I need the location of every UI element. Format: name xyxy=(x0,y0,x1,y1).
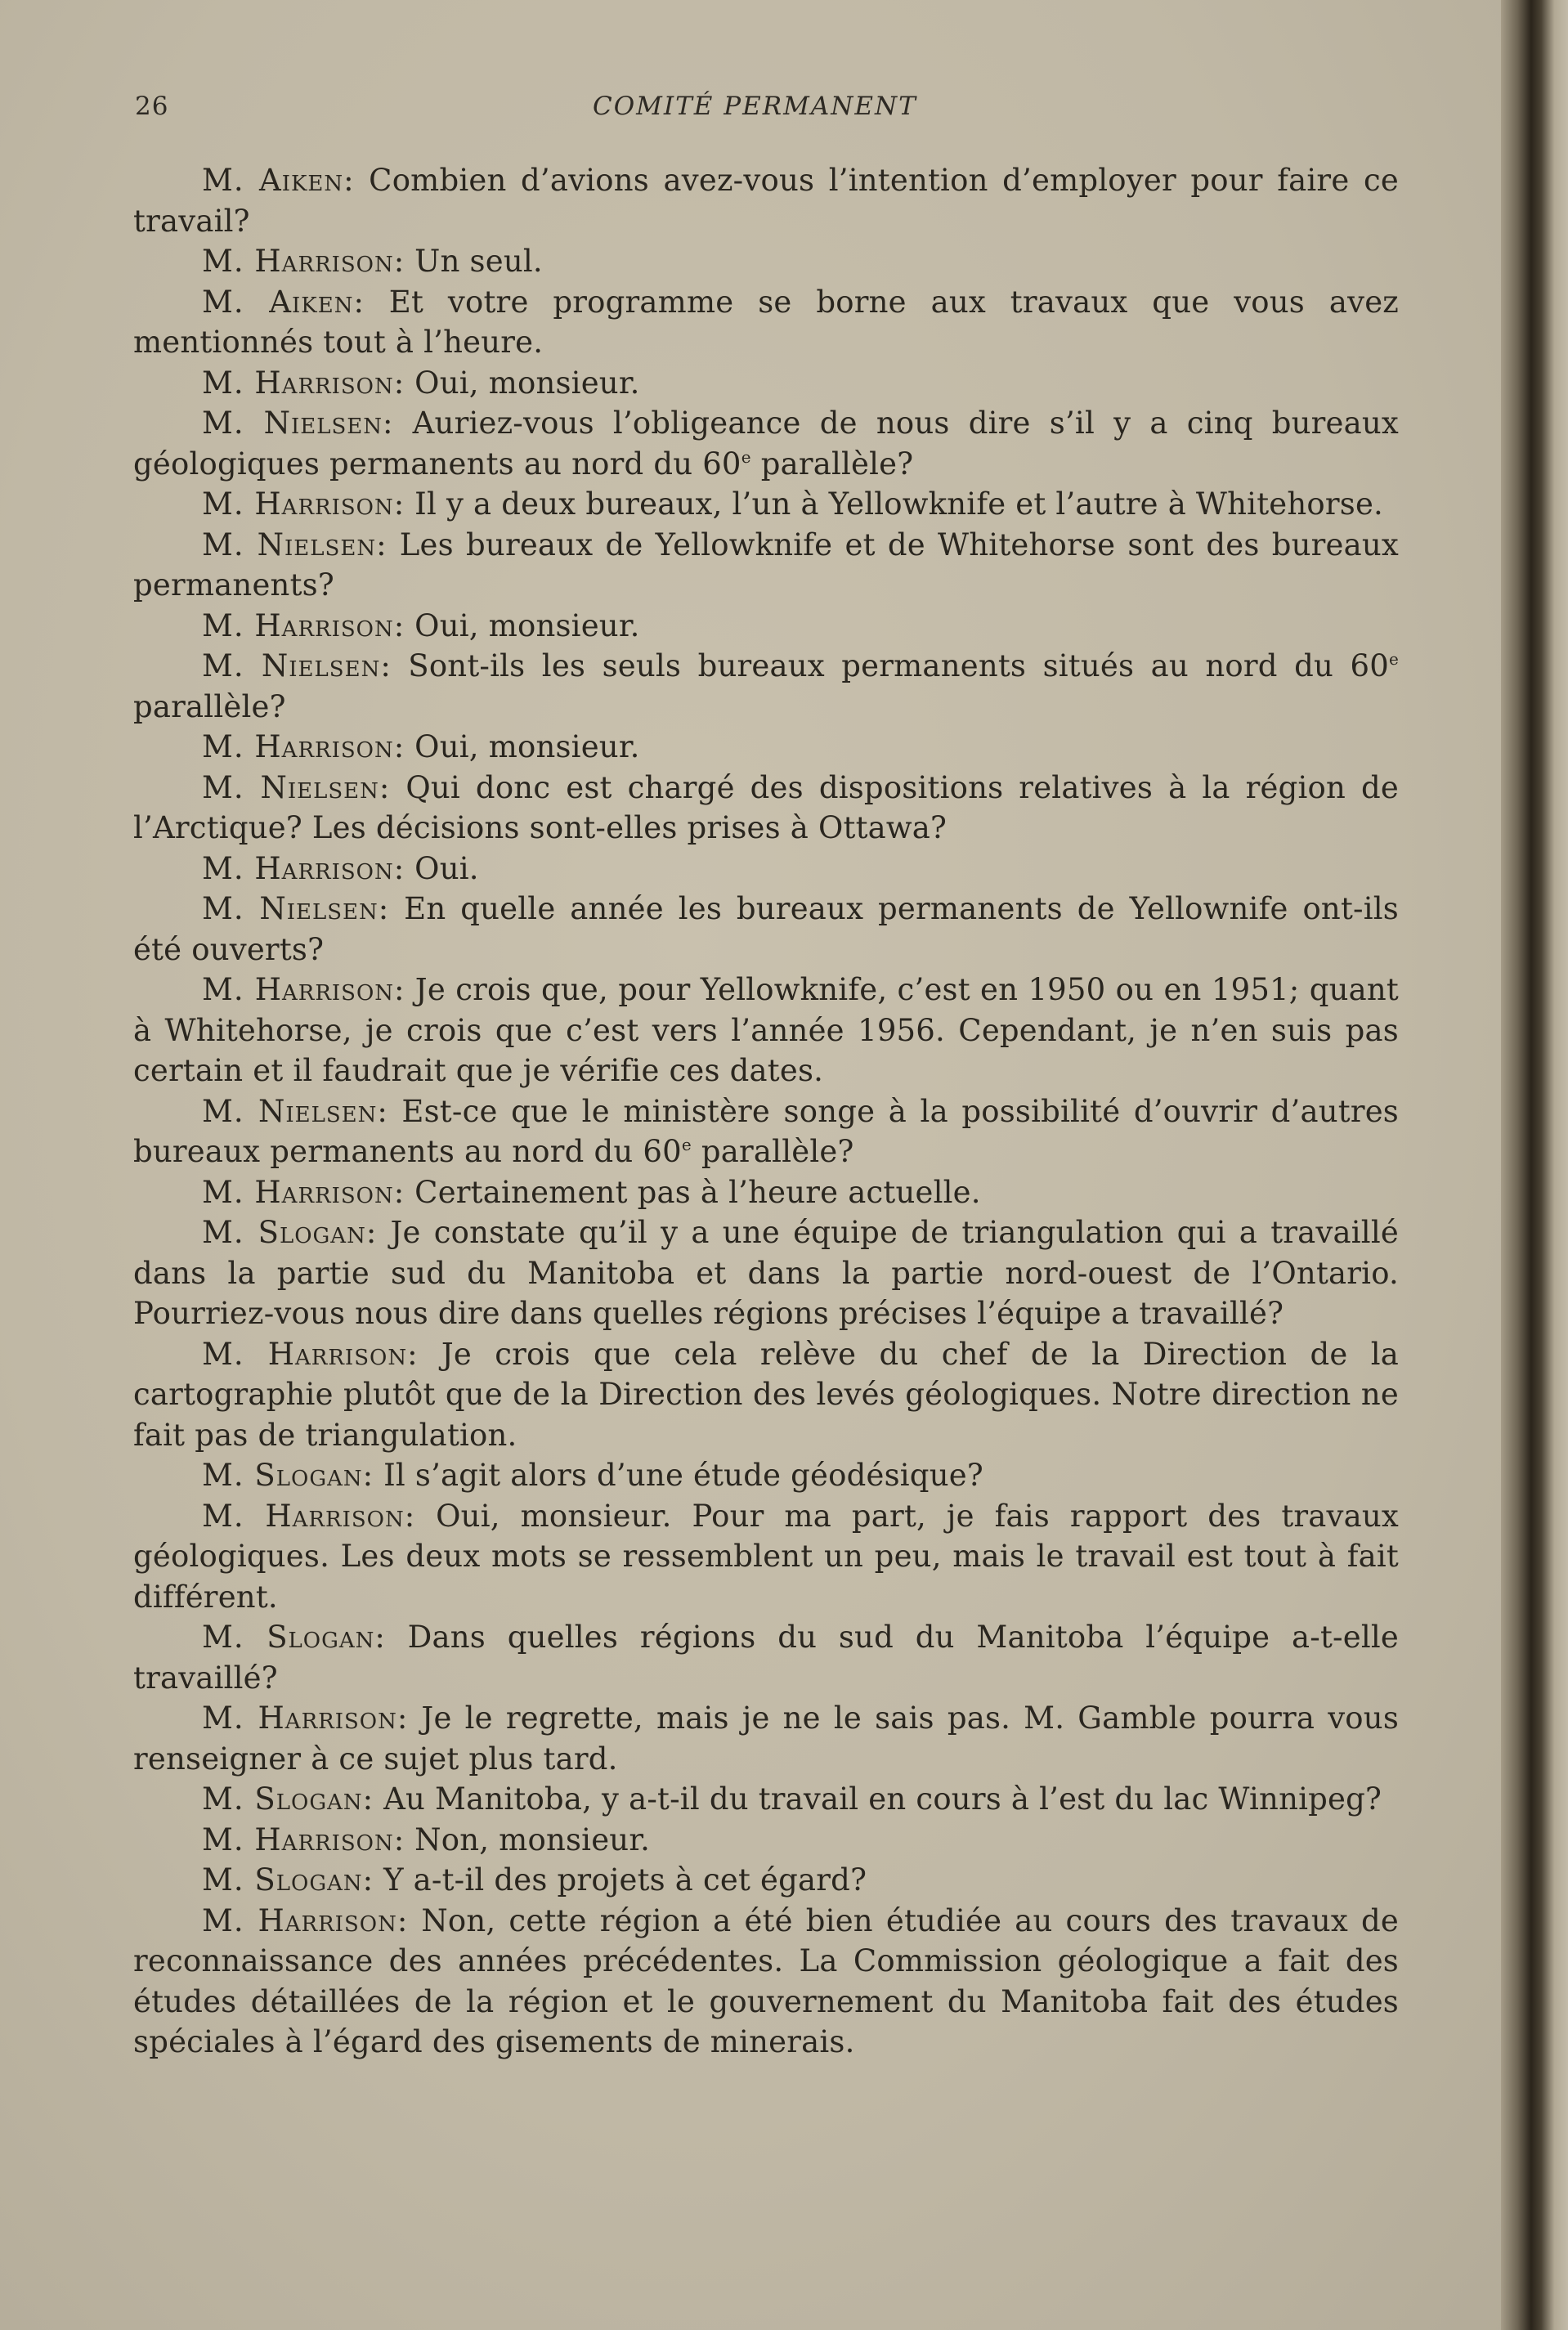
paragraph-text: Combien d’avions avez-vous l’intention d’employer pour faire ce travail? xyxy=(133,163,1399,239)
speaker-name: M. Harrison: xyxy=(202,729,405,764)
paragraph-text: Les bureaux de Yellowknife et de Whitehorse sont des bureaux permanents? xyxy=(133,526,1399,603)
speaker-name: M. Harrison: xyxy=(202,1498,416,1534)
paragraph-text: Je le regrette, mais je ne le sais pas. M. Gamble pourra vous renseigner à ce sujet plus tard. xyxy=(133,1700,1400,1777)
speaker-name: M. Aiken: xyxy=(202,163,355,198)
paragraph-text: Non, cette région a été bien étudiée au cours des travaux de reconnaissance des années précédentes. La Commission géologique a fait des études détaillées de la région et le gouvernement du Manitoba fait des études spéciales à l’égard des gisements de minerais. xyxy=(133,1902,1399,2059)
paragraph-text: Auriez-vous l’obligeance de nous dire s’il y a cinq bureaux géologiques permanents au nord du 60 xyxy=(133,406,1399,482)
speaker-name: M. Slogan: xyxy=(202,1458,374,1493)
transcript-paragraph xyxy=(133,403,1399,484)
transcript-paragraph xyxy=(133,889,1399,970)
transcript-paragraph xyxy=(133,1860,1399,1901)
transcript-paragraph xyxy=(133,1698,1399,1779)
transcript-body xyxy=(133,160,1399,2063)
paragraph-text: Oui, monsieur. Pour ma part, je fais rapport des travaux géologiques. Les deux mots se ressemblent un peu, mais le travail est tout à fait différent. xyxy=(133,1498,1399,1615)
speaker-name: M. Nielsen: xyxy=(202,406,394,441)
speaker-name: M. Harrison: xyxy=(202,1821,405,1857)
paragraph-text: Je crois que, pour Yellowknife, c’est en 1950 ou en 1951; quant à Whitehorse, je crois que c’est vers l’année 1956. Cependant, je n’en suis pas certain et il faudrait que je vérifie ces dates. xyxy=(133,972,1399,1088)
speaker-name: M. Harrison: xyxy=(202,1700,409,1736)
transcript-paragraph xyxy=(133,849,1399,889)
transcript-paragraph xyxy=(133,727,1399,768)
ordinal-superscript: e xyxy=(1388,649,1400,669)
transcript-paragraph xyxy=(133,1617,1399,1698)
speaker-name: M. Harrison: xyxy=(202,1174,405,1210)
page-header xyxy=(135,92,1402,131)
paragraph-text: Oui. xyxy=(405,850,479,886)
paragraph-text: Oui, monsieur. xyxy=(405,607,640,643)
speaker-name: M. Harrison: xyxy=(202,244,405,279)
speaker-name: M. Slogan: xyxy=(202,1781,374,1817)
paragraph-text: Oui, monsieur. xyxy=(405,365,640,401)
paragraph-text: Dans quelles régions du sud du Manitoba l’équipe a-t-elle travaillé? xyxy=(133,1620,1399,1696)
paragraph-text: Est-ce que le ministère songe à la possibilité d’ouvrir d’autres bureaux permanents au nord du 60 xyxy=(133,1093,1399,1169)
paragraph-text: Et votre programme se borne aux travaux que vous avez mentionnés tout à l’heure. xyxy=(133,284,1399,360)
speaker-name: M. Nielsen: xyxy=(202,648,392,683)
speaker-name: M. Harrison: xyxy=(202,607,405,643)
paragraph-text-after: parallèle? xyxy=(750,446,914,482)
transcript-paragraph xyxy=(133,768,1399,849)
speaker-name: M. Harrison: xyxy=(202,365,405,401)
paragraph-text: Sont-ils les seuls bureaux permanents situés au nord du 60 xyxy=(391,648,1389,683)
transcript-paragraph xyxy=(133,241,1399,282)
paragraph-text: Un seul. xyxy=(405,244,543,279)
paragraph-text: Y a-t-il des projets à cet égard? xyxy=(374,1862,867,1898)
paragraph-text: Je crois que cela relève du chef de la Direction de la cartographie plutôt que de la Direction des levés géologiques. Notre direction ne fait pas de triangulation. xyxy=(133,1336,1400,1453)
transcript-paragraph xyxy=(133,646,1399,727)
transcript-paragraph xyxy=(133,1820,1399,1861)
speaker-name: M. Aiken: xyxy=(202,284,365,320)
transcript-paragraph xyxy=(133,525,1399,606)
transcript-paragraph xyxy=(133,282,1399,363)
speaker-name: M. Nielsen: xyxy=(202,1093,388,1129)
paragraph-text-after: parallèle? xyxy=(691,1134,854,1169)
paragraph-text: Oui, monsieur. xyxy=(405,729,640,764)
paragraph-text: Au Manitoba, y a-t-il du travail en cours à l’est du lac Winnipeg? xyxy=(374,1781,1382,1817)
transcript-paragraph xyxy=(133,606,1399,647)
speaker-name: M. Harrison: xyxy=(202,1902,409,1938)
transcript-paragraph xyxy=(133,1172,1399,1213)
speaker-name: M. Slogan: xyxy=(202,1620,386,1655)
speaker-name: M. Nielsen: xyxy=(202,769,391,805)
speaker-name: M. Harrison: xyxy=(202,1336,419,1372)
paragraph-text: Je constate qu’il y a une équipe de triangulation qui a travaillé dans la partie sud du Manitoba et dans la partie nord-ouest de l’Ontario. Pourriez-vous nous dire dans quelles régions précises l’équipe a travaillé? xyxy=(133,1215,1399,1331)
transcript-paragraph xyxy=(133,363,1399,404)
transcript-paragraph xyxy=(133,484,1399,525)
paragraph-text: Qui donc est chargé des dispositions relatives à la région de l’Arctique? Les décisions sont-elles prises à Ottawa? xyxy=(133,769,1399,845)
paragraph-text: Certainement pas à l’heure actuelle. xyxy=(405,1174,981,1210)
page-number: 26 xyxy=(135,92,169,121)
paragraph-text: Non, monsieur. xyxy=(405,1821,651,1857)
ordinal-superscript: e xyxy=(681,1135,692,1154)
paragraph-text: Il y a deux bureaux, l’un à Yellowknife et l’autre à Whitehorse. xyxy=(405,486,1384,522)
speaker-name: M. Slogan: xyxy=(202,1862,374,1898)
running-head: COMITÉ PERMANENT xyxy=(593,92,917,121)
transcript-paragraph xyxy=(133,970,1399,1091)
speaker-name: M. Harrison: xyxy=(202,972,405,1007)
transcript-paragraph xyxy=(133,160,1399,241)
transcript-paragraph xyxy=(133,1334,1399,1456)
speaker-name: M. Harrison: xyxy=(202,850,405,886)
paragraph-text: En quelle année les bureaux permanents de Yellownife ont-ils été ouverts? xyxy=(133,891,1399,967)
speaker-name: M. Nielsen: xyxy=(202,526,388,562)
speaker-name: M. Slogan: xyxy=(202,1215,378,1250)
transcript-paragraph xyxy=(133,1091,1399,1172)
speaker-name: M. Harrison: xyxy=(202,486,405,522)
paragraph-text-after: parallèle? xyxy=(133,688,286,724)
transcript-paragraph xyxy=(133,1496,1399,1618)
paragraph-text: Il s’agit alors d’une étude géodésique? xyxy=(374,1458,983,1493)
transcript-paragraph xyxy=(133,1212,1399,1334)
transcript-paragraph xyxy=(133,1455,1399,1496)
speaker-name: M. Nielsen: xyxy=(202,891,390,926)
transcript-paragraph xyxy=(133,1901,1399,2063)
book-spine-shadow xyxy=(1501,0,1568,2330)
transcript-paragraph xyxy=(133,1779,1399,1820)
ordinal-superscript: e xyxy=(741,446,751,467)
